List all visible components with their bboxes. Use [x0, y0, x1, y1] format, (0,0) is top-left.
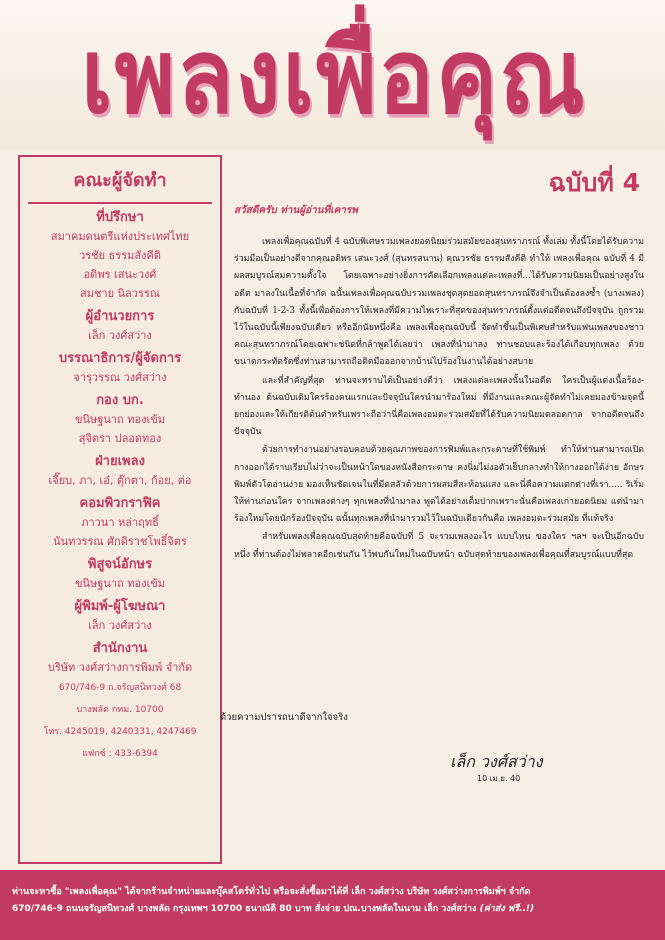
- magazine-title: เพลงเพื่อคุณ: [81, 16, 587, 137]
- section-item: เล็ก วงศ์สว่าง: [88, 619, 152, 632]
- section-label: กอง บก.: [96, 393, 144, 408]
- section-item: อดิพร เสนะวงศ์: [83, 268, 157, 281]
- section-label: ผู้พิมพ์-ผู้โฆษณา: [74, 599, 166, 614]
- closing-line: ด้วยความปรารถนาดีจากใจจริง: [220, 712, 348, 723]
- editorial-paragraph: สำหรับเพลงเพื่อคุณฉบับสุดท้ายคือฉบับที่ 5 จะรวมเพลงอะไร แบบไหน ของใคร ฯลฯ จะเป็นอีกฉบับหนึ่ง ที่ท่านต้องไม่พลาดอีกเช่นกัน ไว้พบกันใหม่ในฉบับหน้า ฉบับสุดท้ายของเพลงเพื่อคุณที่สมบูรณ์แบบที่สุด: [234, 532, 644, 560]
- sidebar-section: [20, 208, 220, 303]
- editorial: [234, 203, 644, 753]
- editorial-paragraph: และที่สำคัญที่สุด ท่านจะทราบได้เป็นอย่างดีว่า เพลงแต่ละเพลงนั้นในอดีต ใครเป็นผู้แต่งเนื้อร้อง-ทำนอง ต้นฉบับเดิมใครร้องคนแรกและปัจจุบันใครนำมาร้องใหม่ ที่มีงานและคณะผู้จัดทำไม่เคยมองข้ามจุดนี้ ยกย่องและให้เกียรติต้นตำหรับเพราะถือว่านี่คือเพลงอมตะร่วมสมัยที่ได้รับความนิยมตลอดกาล จากอดีตจนถึงปัจจุบัน: [234, 375, 644, 438]
- sidebar-section: [20, 391, 220, 448]
- section-item: บริษัท วงศ์สว่างการพิมพ์ จำกัด: [47, 661, 193, 674]
- sidebar-section: [20, 639, 220, 765]
- sidebar-section: [20, 307, 220, 345]
- signature: เล็ก วงศ์สว่าง: [450, 752, 543, 771]
- section-item: สุจิตรา ปลอดทอง: [78, 432, 162, 445]
- section-label: สำนักงาน: [92, 641, 148, 656]
- section-label: ผู้อำนวยการ: [85, 309, 155, 324]
- address-line: 670/746-9 ถ.จรัญสนิทวงศ์ 68: [58, 683, 182, 693]
- editorial-paragraph: ด้วยการทำงานอย่างรอบคอบด้วยคุณภาพของการพิมพ์และกระดาษที่ใช้พิมพ์ ทำให้ท่านสามารถเปิดกางออกได้ราบเรียบไม่ว่าจะเป็นหน้าใดของหนังสือกระดาษ คงนิ่มไม่งอตัวเย็บกลางทำให้กางออกได้ง่าย อักษรพิมพ์ตัวโตอ่านง่าย มองเห็นชัดเจนในที่มีดสลัวด้วยการผสมสีสะท้อนแสง และนี่คือความแตกต่างที่เรา..... ริเริ่มให้ท่านก่อนใคร จากเพลงต่างๆ ทุกเพลงที่นำมาลง พูดได้อย่างเต็มปากเพราะนั่นคือเพลงเก่ายอดนิยม แต่นำมาร้องใหม่โดยนักร้องปัจจุบัน ฉนั้นทุกเพลงที่นำมารวมไว้ในฉบับเดียวกันคือ เพลงอมตะร่วมสมัย ที่แท้จริง: [234, 445, 644, 525]
- footer-address: 670/746-9 ถนนจรัญสนิทวงศ์ บางพลัด กรุงเทพฯ 10700 ธนาณัติ 80 บาท สั่งจ่าย ปณ.บางพลัดในนาม เล็ก วงศ์สว่าง: [12, 904, 477, 914]
- section-label: บรรณาธิการ/ผู้จัดการ: [58, 351, 182, 366]
- phone-line: โทร. 4245019, 4240331, 4247469: [43, 727, 197, 737]
- date: 10 เม.ย. 40: [477, 774, 521, 783]
- section-item: วรชัย ธรรมสังคีติ: [79, 249, 161, 262]
- section-item: สมชาย นิลวรรณ: [79, 287, 160, 300]
- section-item: ขนิษฐนาถ ทองเข้ม: [75, 577, 165, 590]
- fax-line: แฟกซ์ : 433-6394: [82, 749, 158, 759]
- section-item: สมาคมดนตรีแห่งประเทศไทย: [50, 230, 190, 243]
- greeting: สวัสดีครับ ท่านผู้อ่านที่เคารพ: [234, 205, 358, 216]
- sidebar-section: [20, 597, 220, 635]
- footer-line: ท่านจะหาซื้อ "เพลงเพื่อคุณ" ได้จากร้านจำหน่ายและบุ๊คสโตร์ทั่วไป หรือจะสั่งซื้อมาได้ที่ เล็ก วงศ์สว่าง บริษัท วงศ์สว่างการพิมพ์ฯ จำกัด: [12, 887, 531, 897]
- sidebar-section: [20, 452, 220, 490]
- masthead: [0, 0, 665, 150]
- section-label: พิสูจน์อักษร: [87, 557, 153, 572]
- section-item: ขนิษฐนาถ ทองเข้ม: [75, 413, 165, 426]
- footer-line: [0, 901, 665, 918]
- section-item: เจี๊ยบ, ภา, เอ๋, ตุ๊กตา, ก้อย, ต่อ: [48, 474, 192, 487]
- section-item: เล็ก วงศ์สว่าง: [88, 329, 152, 342]
- sidebar-section: [20, 349, 220, 387]
- section-label: ฝ่ายเพลง: [95, 454, 145, 469]
- editorial-paragraph: เพลงเพื่อคุณฉบับที่ 4 ฉบับพิเศษรวมเพลงยอดนิยมร่วมสมัยของสุนทราภรณ์ ทั้งเล่ม ทั้งนี้โดยได้รับความร่วมมือเป็นอย่างดีจากคุณอดิพร เสนะวงศ์ (สุนทรสนาน) คุณวรชัย ธรรมสังคีติ ทำให้ เพลงเพื่อคุณ ฉบับที่ 4 มีผลสมบูรณ์สมความตั้งใจ โดยเฉพาะอย่างยิ่งการคัดเลือกเพลงแต่ละเพลงที่...ได้รับความนิยมเป็นอย่างสูงในอดีต มาลงในเนื้อที่จำกัด ฉนั้นเพลงเพื่อคุณฉบับรวมเพลงชุดสุดยอดสุนทราภรณ์จึงจำเป็นต้องลงซ้ำ (บางเพลง) กับฉบับที่ 1-2-3 ทั้งนี้เพื่อต้องการให้เพลงที่มีความไพเราะที่สุดของสุนทราภรณ์ตั้งแต่อดีตจนถึงปัจจุบัน ถูกรวมไว้ในฉบับนี้เพียงฉบับเดียว หรืออีกนัยหนึ่งคือ เพลงเพื่อคุณฉบับนี้ จัดทำขึ้นเป็นพิเศษสำหรับแฟนเพลงของชาวคณะสุนทราภรณ์โดยเฉพาะชนิดที่กล้าพูดได้เลยว่า เพลงที่นำมาลง ท่านชอบและร้องได้เกือบทุกเพลง ด้วยขนาดกระทัดรัดซึ่งท่านสามารถถือติดมือออกจากบ้านไปร้องในงานได้อย่างสบาย: [234, 237, 644, 368]
- section-item: นันทวรรณ ศักดิราชโพธิ์จิตร: [53, 535, 187, 548]
- staff-sidebar: [18, 155, 222, 864]
- sidebar-section: [20, 555, 220, 593]
- section-label: คอมพิวกราฟิค: [79, 496, 161, 511]
- sidebar-heading: คณะผู้จัดทำ: [28, 157, 212, 204]
- section-item: ภาวนา หล่าฤทธิ์: [81, 516, 159, 529]
- section-label: ที่ปรึกษา: [96, 210, 144, 225]
- shipping-note: (ค่าส่ง ฟรี..!): [479, 904, 535, 914]
- address-line: บางพลัด กทม. 10700: [76, 705, 164, 715]
- section-item: จารุวรรณ วงศ์สว่าง: [73, 371, 167, 384]
- footer-banner: [0, 870, 665, 940]
- sidebar-section: [20, 494, 220, 551]
- issue-number: ฉบับที่ 4: [548, 168, 640, 197]
